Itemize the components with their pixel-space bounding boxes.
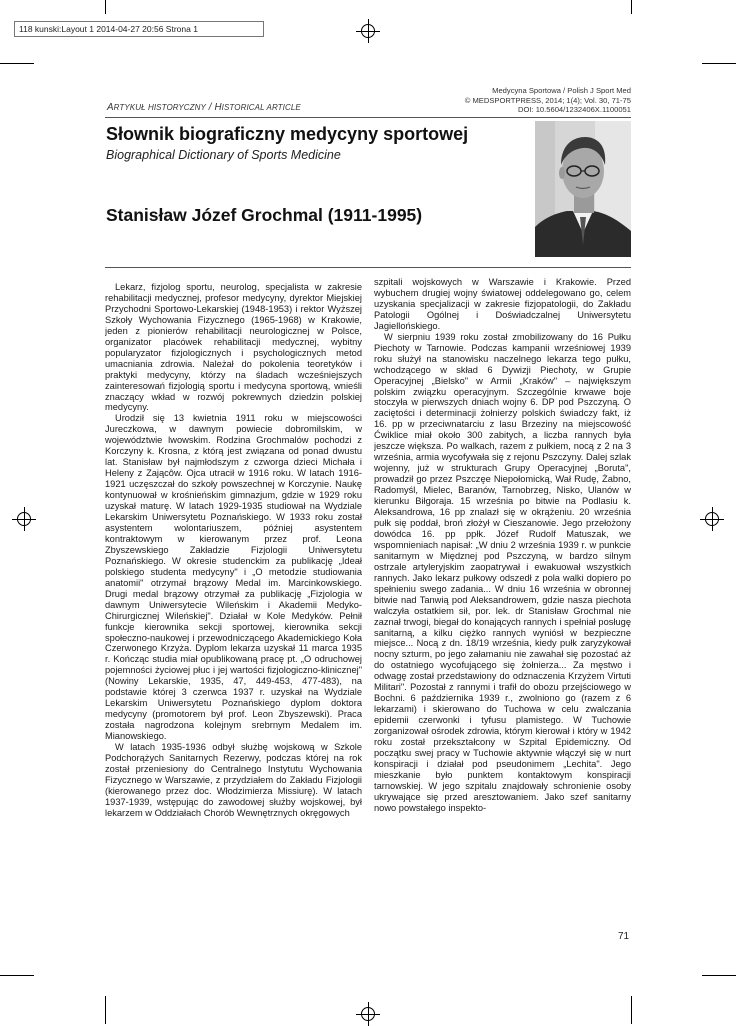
section-separator: / (205, 102, 215, 113)
journal-copyright: © MEDSPORTPRESS, 2014; 1(4); Vol. 30, 71-75 (464, 95, 631, 105)
printer-slug: 118 kunski:Layout 1 2014-04-27 20:56 Strona 1 (14, 21, 264, 37)
crop-mark-right-top-h (702, 63, 736, 64)
person-name-heading: Stanisław Józef Grochmal (1911-1995) (106, 205, 423, 225)
left-column (105, 282, 362, 887)
crop-mark-bottom-left-v (105, 996, 106, 1024)
crop-mark-top-left-v (105, 0, 106, 14)
journal-info (465, 86, 631, 115)
dictionary-subtitle: Biographical Dictionary of Sports Medicine (106, 148, 341, 162)
registration-mark-bottom-icon (361, 1007, 375, 1021)
crop-mark-bottom-right-v (631, 996, 632, 1024)
crop-mark-left-bottom-h (0, 975, 34, 976)
journal-doi: DOI: 10.5604/1232406X.1100051 (517, 105, 631, 115)
dictionary-title: Słownik biograficzny medycyny sportowej (106, 124, 469, 144)
registration-mark-top-icon (361, 24, 375, 38)
header-rule (105, 117, 631, 118)
section-part2-initial: H (214, 102, 222, 113)
section-part1-rest: RTYKUŁ HISTORYCZNY (113, 103, 206, 112)
registration-mark-right-icon (705, 512, 719, 526)
paragraph: Lekarz, fizjolog sportu, neurolog, specjalista w zakresie rehabilitacji medycznej, profesor medycyny, dyrektor Miejskiej Przychodni Sportowo-Lekarskiej (1948-1953) i rektor Wyższej Szkoły Wychowania Fizycznego (1965-1968) w Krakowie, jeden z pionierów rehabilitacji neurologicznej w Polsce, organizator placówek rehabilitacji medycznej, wybitny popularyzator fizjologicznych i psychologicznych metod umacniania zdrowia. Należał do pokolenia teoretyków i praktyki medycyny, którzy na śladach wcześniejszych zainteresowań fizjologią sportu i medycyna sportową, wnieśli znaczący wkład w rozwój pokrewnych dziedzin polskiej medycyny. (105, 282, 362, 413)
paragraph: W sierpniu 1939 roku został zmobilizowany do 16 Pułku Piechoty w Tarnowie. Podczas kampanii wrześniowej 1939 roku służył na stanowisku naczelnego lekarza tego pułku, wchodzącego w skład 6 Dywizji Piechoty, w Grupie Operacyjnej „Bielsko" w Armii „Kraków" – największym polskim związku operacyjnym. Szczególnie krwawe boje stoczyła w pierwszych dniach wojny 6. DP pod Pszczyną. O zaciętości i determinacji żołnierzy polskich świadczy fakt, iż 16. pp w przeciwnatarciu z lasu Brzeziny na miejscowość Ćwiklice miał około 300 zabitych, a liczba rannych była jeszcze większa. Po walkach, razem z pułkiem, nocą z 2 na 3 września, armia wycofywała się z rejonu Pszczyny. Dalej szlak wojenny, już w strukturach Grupy Operacyjnej „Boruta", prowadził go przez Pszczęe Niepołomicką, Wał Rudę, Żabno, Radomyśl, Mielec, Baranów, Tarnobrzeg, Nisko, Ulanów w kierunku Biłgoraja. 15 września po bitwie na Podlasiu k. Aleksandrowa, 16 pp znalazł się w okrążeniu. 20 września pułk się poddał, broń złożył w Cieszanowie. Jego przełożony dowódca 16. pp ppłk. Józef Rudolf Matuszak, we wspomnieniach napisał: „W dniu 2 września 1939 r. w punkcie sanitarnym w Międznej pod Pszczyną, w bardzo silnym ostrzale artyleryjskim zaopatrywał i ewakuował wszystkich rannych. Jako lekarz pułkowy odszedł z pola walki dopiero po spełnieniu swego zadania... W dniu 16 września w obronnej bitwie nad Tanwią pod Aleksandrowem, gdzie nasza piechota walczyła ostatkiem sił, por. lek. dr Stanisław Grochmal nie zaznał trwogi, biegał do konających rannych i spełniał posługę sanitarną, a kilku ciężko rannych wyniósł w bezpieczne miejsce... Nocą z dn. 18/19 września, kiedy pułk zaryzykował nocny szturm, po jego załamaniu nie zawahał się pozostać aż do ostatniego wycofującego się żołnierza... Za męstwo i odwagę został przedstawiony do odznaczenia Krzyżem Virtuti Militari". Pozostał z rannymi i trafił do obozu przejściowego w Bochni. 6 października 1939 r., zwolniono go (razem z 6 lekarzami) i skierowano do Tuchowa w celu zwalczania epidemii czerwonki i tyfusu plamistego. W Tuchowie zorganizował ośrodek zdrowia, którym kierował i który w 1942 roku został przekształcony w Szpital Epidemiczny. Od początku swej pracy w Tuchowie aktywnie włączył się w nurt konspiracji i działał pod pseudonimem „Lechita". Jego mieszkanie było punktem kontaktowym konspiracji tarnowskiej. W jego szpitalu znajdowały schronienie osoby ukrywające się przed aresztowaniem. Jako szef sanitarny nowo powstałego inspekto- (374, 331, 631, 813)
paragraph: Urodził się 13 kwietnia 1911 roku w miejscowości Jureczkowa, w dawnym powiecie dobromilskim, w województwie lwowskim. Rodzina Grochmalów pochodzi z Korczyny k. Krosna, z którą jest związana od ponad dwustu lat. Stanisław był najmłodszym z czworga dzieci Michała i Heleny z Zającôw. Ojca utracił w 1916 roku. W latach 1916-1921 uczęszczał do szkoły powszechnej w Korczynie. Naukę kontynuował w krośnieńskim gimnazjum, gdzie w 1929 roku uzyskał maturę. W latach 1929-1935 studiował na Wydziale Lekarskim Uniwersytetu Poznańskiego. W 1933 roku został asystentem wolontariuszem, później asystentem kontraktowym w kierowanym przez prof. Leona Zbyszewskiego Zakładzie Fizjologii Uniwersytetu Poznańskiego. W okresie studenckim za publikację „Ideał polskiego studenta medycyny" i „O metodzie studiowania anatomii" otrzymał brązowy Medal im. Marcinkowskiego. Drugi medal brązowy otrzymał za publikację „Fizjologia w dawnym Uniwersytecie Wileńskim i Akademii Medyko-Chirurgicznej Wileńskiej". Działał w Kole Medyków. Pełnił funkcje kierownika sekcji sportowej, kierownika sekcji społeczno-naukowej i przewodniczącego Akademickiego Koła Czerwonego Krzyża. Dyplom lekarza uzyskał 11 marca 1935 r. Kończąc studia miał opublikowaną pracę pt. „O odruchowej pojemności życiowej płuc i jej wartości fizjologiczno-klinicznej" (Nowiny Lekarskie, 1935, 47, 449-453, 477-483), na podstawie której 3 czerwca 1937 r. uzyskał na Wydziale Lekarskim Uniwersytetu Poznańskiego dyplom doktora medycyny (promotorem był prof. Leon Zbyszewski). Praca została nagrodzona kolejnym srebrnym Medalem im. Mianowskiego. (105, 413, 362, 742)
journal-name: Medycyna Sportowa / Polish J Sport Med (492, 86, 631, 95)
section-part2-rest: ISTORICAL ARTICLE (221, 103, 301, 112)
section-label (107, 102, 301, 113)
portrait-photo-svg (535, 121, 631, 257)
crop-mark-left-top-h (0, 63, 34, 64)
paragraph: W latach 1935-1936 odbył służbę wojskową w Szkole Podchorążych Sanitarnych Rezerwy, podczas której na rok został przeniesiony do Centralnego Instytutu Wychowania Fizycznego w Warszawie, z przydziałem do Zakładu Fizjologii (kierowanego przez doc. Włodzimierza Missiurę). W latach 1937-1939, wstępując do zawodowej służby wojskowej, był lekarzem w Oddziałach Chorób Wewnętrznych okręgowych (105, 742, 362, 818)
paragraph: szpitali wojskowych w Warszawie i Krakowie. Przed wybuchem drugiej wojny światowej oddelegowano go, celem uzyskania specjalizacji w zakresie fizjopatologii, do Zakładu Patologii Ogólnej i Doświadczalnej Uniwersytetu Jagiellońskiego. (374, 277, 631, 331)
crop-mark-top-right-v (631, 0, 632, 14)
portrait-photo (535, 121, 631, 257)
section-part1-initial: A (107, 102, 114, 113)
title-block-rule (105, 267, 631, 268)
page-number: 71 (618, 931, 630, 942)
crop-mark-right-bottom-h (702, 975, 736, 976)
registration-mark-left-icon (17, 512, 31, 526)
right-column (374, 277, 631, 895)
